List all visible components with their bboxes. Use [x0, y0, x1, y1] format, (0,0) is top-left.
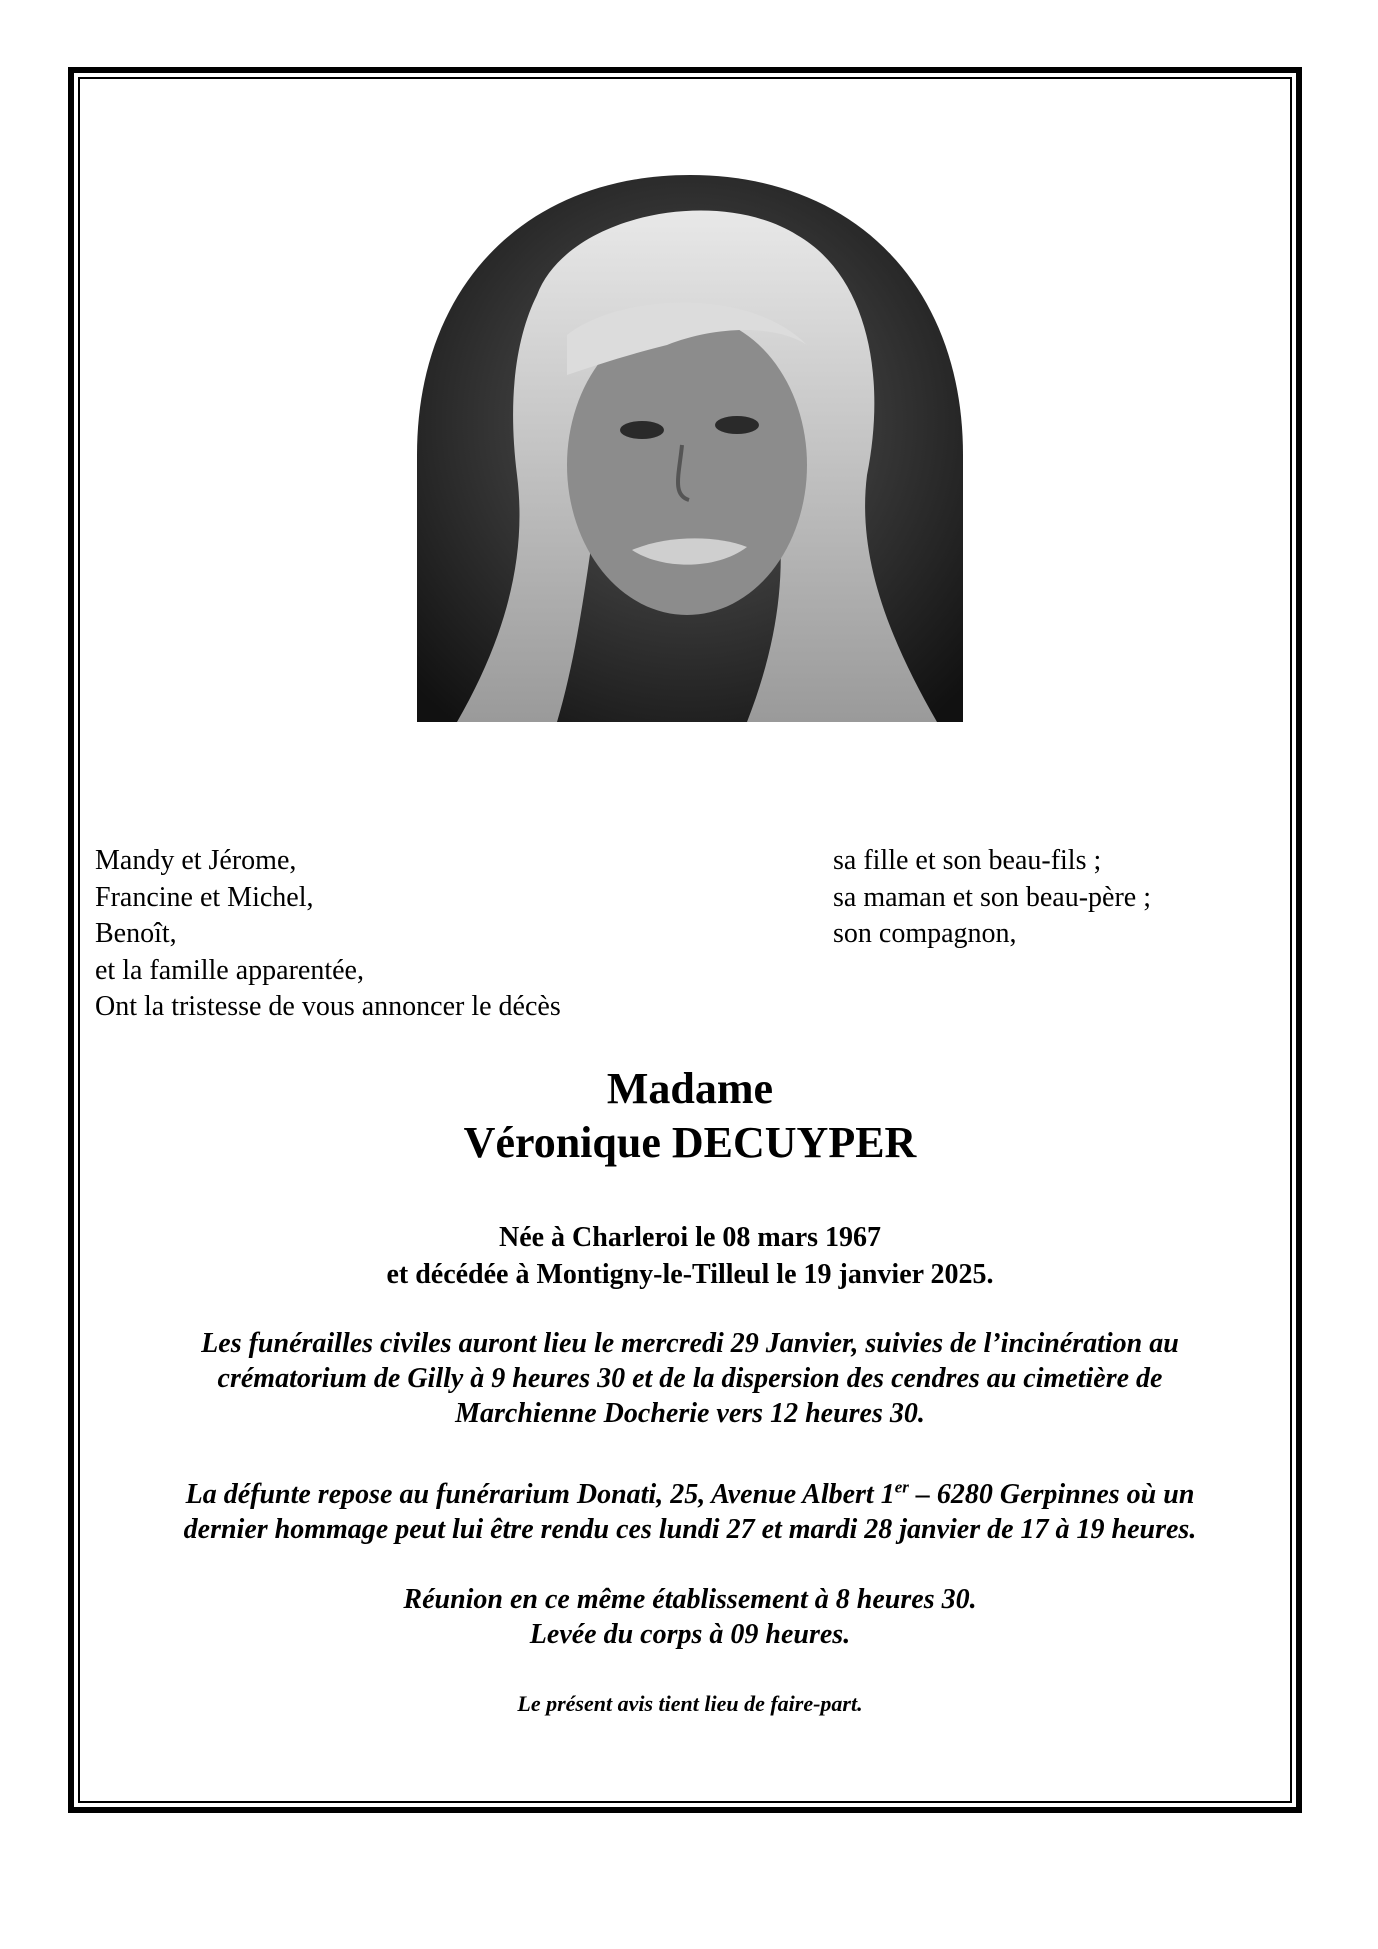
repose-address: La défunte repose au funérarium Donati, 25, Avenue Albert 1: [185, 1479, 895, 1510]
family-row: [95, 953, 1285, 990]
meeting-line: Levée du corps à 09 heures.: [529, 1619, 851, 1650]
repose-address-end: – 6280 Gerpinnes où un: [908, 1479, 1195, 1510]
repose-line: dernier hommage peut lui être rendu ces lundi 27 et mardi 28 janvier de 17 à 19 heures.: [183, 1514, 1197, 1545]
honorific: Madame: [606, 1064, 774, 1113]
funeral-line: Les funérailles civiles auront lieu le mercredi 29 Janvier, suivies de l’incinération au: [201, 1328, 1179, 1359]
portrait-photo: [417, 175, 963, 722]
funeral-line: Marchienne Docherie vers 12 heures 30.: [455, 1398, 925, 1429]
funeral-details: [90, 1326, 1290, 1431]
birth-line: Née à Charleroi le 08 mars 1967: [498, 1222, 882, 1253]
death-line: et décédée à Montigny-le-Tilleul le 19 janvier 2025.: [386, 1259, 994, 1290]
deceased-name: Véronique DECUYPER: [463, 1118, 917, 1167]
family-member-relation: sa fille et son beau-fils ;: [833, 845, 1102, 876]
repose-line: [90, 1477, 1290, 1512]
ordinal-suffix: er: [894, 1477, 909, 1497]
deceased-name-block: [90, 1062, 1290, 1170]
notice-footer: Le présent avis tient lieu de faire-part.: [517, 1691, 863, 1716]
funeral-line: crématorium de Gilly à 9 heures 30 et de la dispersion des cendres au cimetière de: [217, 1363, 1163, 1394]
family-member-relation: sa maman et son beau-père ;: [833, 881, 1151, 913]
family-member-name: Benoît,: [95, 918, 177, 949]
family-row: [95, 843, 1285, 880]
repose-details: [90, 1477, 1290, 1547]
family-row: [95, 916, 1285, 953]
meeting-details: [90, 1582, 1290, 1652]
family-announcement: [95, 843, 1285, 1026]
family-member-name: Francine et Michel,: [95, 881, 314, 913]
meeting-line: Réunion en ce même établissement à 8 heures 30.: [403, 1584, 977, 1615]
family-member-name: Mandy et Jérome,: [95, 845, 297, 876]
family-member-relation: son compagnon,: [833, 918, 1017, 949]
family-member-name: et la famille apparentée,: [95, 954, 364, 986]
family-row: [95, 880, 1285, 917]
life-dates: [90, 1219, 1290, 1293]
family-row: [95, 989, 1285, 1026]
announcement-line: Ont la tristesse de vous annoncer le décès: [95, 991, 561, 1022]
